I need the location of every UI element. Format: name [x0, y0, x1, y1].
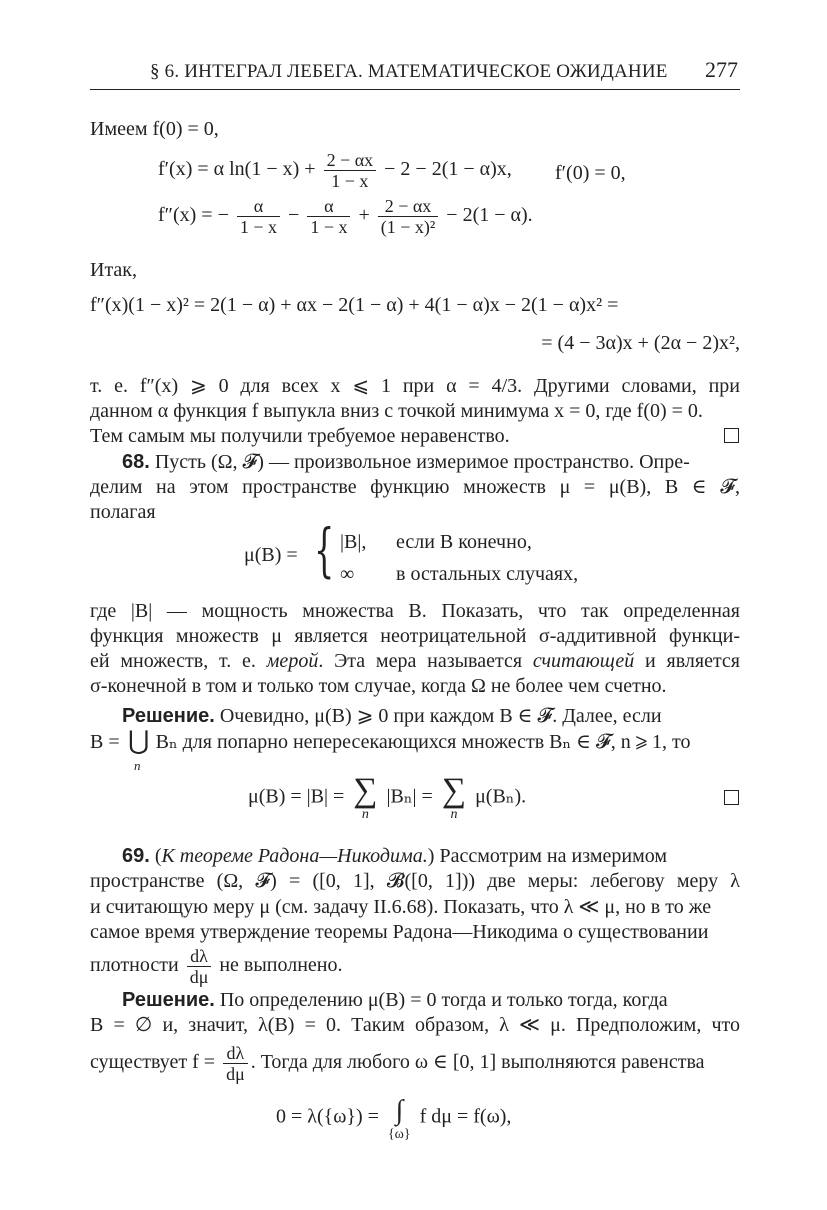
solution-69-line: Решение. По определению μ(B) = 0 тогда и только тогда, когда [122, 989, 668, 1011]
left-brace: { [314, 516, 335, 584]
text-line: и считающую меру μ (см. задачу II.6.68). Показать, что λ ≪ μ, но в то же [90, 896, 712, 918]
running-title: § 6. ИНТЕГРАЛ ЛЕБЕГА. МАТЕМАТИЧЕСКОЕ ОЖИДАНИЕ [150, 61, 668, 82]
text-line: B = Bₙ для попарно непересекающихся множеств Bₙ ∈ 𝓕, n ⩾ 1, то [90, 731, 691, 753]
solution-label: Решение. [122, 705, 215, 727]
equation-fprime-zero: f′(0) = 0, [555, 162, 626, 184]
equation-integral: 0 = λ({ω}) = ∫ {ω} f dμ = f(ω), [276, 1095, 512, 1142]
fraction: $\frac{d\lambda}{d\mu}$ [187, 946, 212, 987]
case2-condition: в остальных случаях, [396, 563, 579, 585]
case1-condition: если B конечно, [396, 531, 532, 553]
text-line: самое время утверждение теоремы Радона—Никодима о существовании [90, 921, 709, 943]
big-union-index: n [134, 758, 141, 773]
fraction: $\frac{\alpha}{1 - x}$ [307, 196, 350, 237]
text-line: пространстве (Ω, 𝓕) = ([0, 1], 𝓑([0, 1])) две меры: лебегову меру λ [90, 870, 740, 892]
qed-square [724, 428, 739, 443]
summation: ∑ n [353, 772, 378, 822]
qed-square [724, 790, 739, 805]
text-line: σ-конечной в том и только том случае, когда Ω не более чем счетно. [90, 675, 667, 697]
solution-label: Решение. [122, 989, 215, 1011]
text-line: Тем самым мы получили требуемое неравенство. [90, 425, 510, 447]
equation-sum: μ(B) = |B| = ∑ n |Bₙ| = ∑ n μ(Bₙ). [248, 772, 527, 822]
equation-fsecond: f″(x) = − $\frac{\alpha}{1 - x}$ − $\frac{\alpha}{1 - x}$ + $\frac{2 - \alpha x}{\text{(1 − x)²}}$ − 2(1 − α). [158, 196, 533, 237]
text-line: плотности $\frac{d\lambda}{d\mu}$ не выполнено. [90, 946, 343, 987]
text-line: данном α функция f выпукла вниз с точкой минимума x = 0, где f(0) = 0. [90, 400, 703, 422]
text-line: B = ∅ и, значит, λ(B) = 0. Таким образом, λ ≪ μ. Предположим, что [90, 1014, 740, 1036]
fraction: $\frac{d\lambda}{d\mu}$ [223, 1043, 248, 1084]
case2-value: ∞ [340, 563, 355, 585]
page [90, 0, 740, 1210]
running-header [90, 57, 740, 90]
fraction: $\frac{2 - \alpha x}{\text{(1 − x)²}}$ [378, 196, 439, 237]
mu-definition-lhs: μ(B) = [244, 544, 298, 566]
text-line: делим на этом пространстве функцию множеств μ = μ(B), B ∈ 𝓕, [90, 476, 740, 498]
page-number: 277 [705, 57, 738, 82]
solution-68-line: Решение. Очевидно, μ(B) ⩾ 0 при каждом B ∈ 𝓕. Далее, если [122, 705, 662, 727]
text-line: функция множеств μ является неотрицательной σ-аддитивной функци- [90, 625, 740, 647]
big-union-symbol: ⋃ [128, 726, 150, 755]
text-line: Итак, [90, 259, 138, 281]
equation-fprime: f′(x) = α ln(1 − x) + $\frac{2 - \alpha x}{1 - x}$ − 2 − 2(1 − α)x, [158, 150, 512, 191]
problem-number: 68. [122, 451, 150, 473]
integral: ∫ {ω} [387, 1095, 411, 1142]
text-line: полагая [90, 501, 156, 523]
equation-big-line2: = (4 − 3α)x + (2α − 2)x², [541, 332, 740, 354]
text-line: т. е. f″(x) ⩾ 0 для всех x ⩽ 1 при α = 4/3. Другими словами, при [90, 375, 740, 397]
fraction: $\frac{\alpha}{1 - x}$ [237, 196, 280, 237]
problem-69-line: 69. (К теореме Радона—Никодима.) Рассмотрим на измеримом [122, 845, 667, 867]
case1-value: |B|, [340, 531, 367, 553]
problem-68-line: 68. Пусть (Ω, 𝓕) — произвольное измеримое пространство. Опре- [122, 451, 690, 473]
text-line: где |B| — мощность множества B. Показать, что так определенная [90, 600, 740, 622]
summation: ∑ n [441, 772, 467, 822]
text-line: Имеем f(0) = 0, [90, 118, 219, 140]
problem-number: 69. [122, 845, 150, 867]
text-line: ей множеств, т. е. мерой. Эта мера называется считающей и является [90, 650, 741, 672]
text-line: существует f = $\frac{d\lambda}{d\mu}$ . Тогда для любого ω ∈ [0, 1] выполняются равенства [90, 1043, 705, 1084]
fraction: $\frac{2 - \alpha x}{1 - x}$ [324, 150, 377, 191]
equation-big-line1: f″(x)(1 − x)² = 2(1 − α) + αx − 2(1 − α) + 4(1 − α)x − 2(1 − α)x² = [90, 294, 619, 316]
